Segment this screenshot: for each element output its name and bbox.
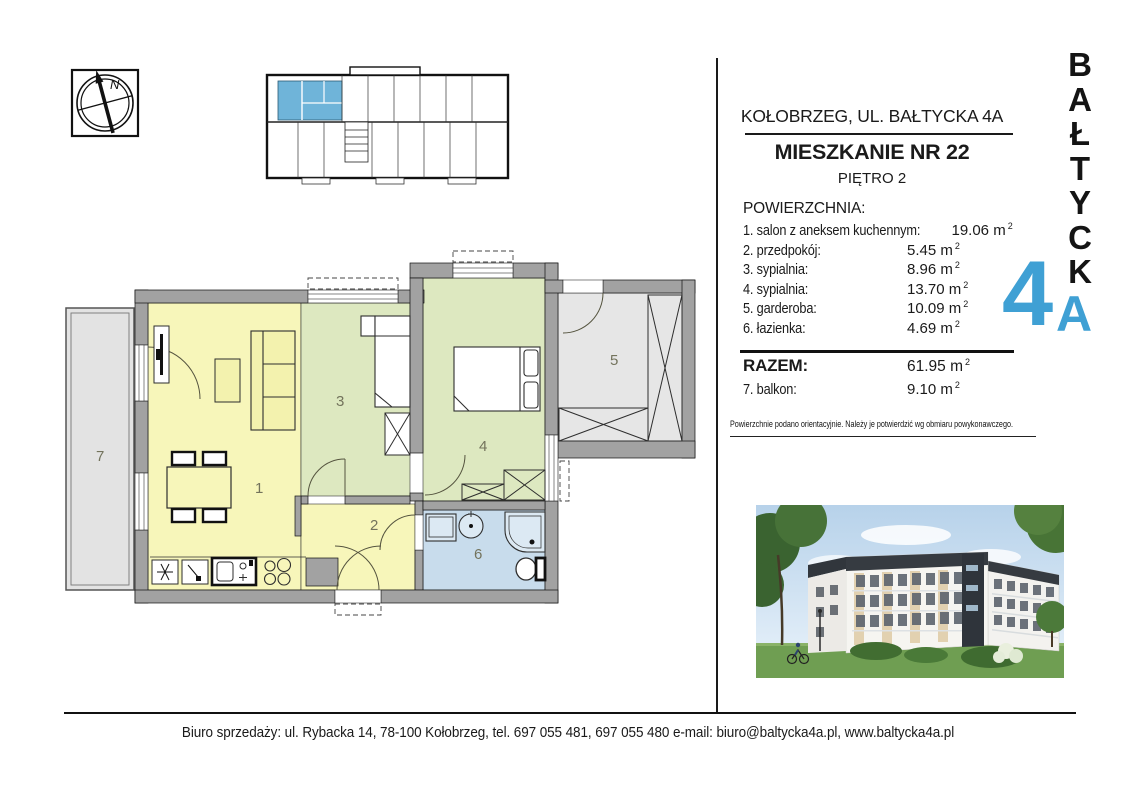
room-label-3: 3	[336, 393, 345, 410]
room-label-7: 7	[96, 448, 105, 465]
balcony-row	[743, 380, 1035, 398]
header-rule	[745, 133, 1013, 135]
area-unit-sup: 2	[954, 260, 960, 271]
sofa	[251, 331, 295, 430]
footer-rule	[64, 712, 1076, 714]
area-row-label: 3. sypialnia:	[743, 261, 809, 279]
logo-letter: B	[1068, 46, 1092, 83]
area-value-number: 8.96	[907, 261, 937, 279]
area-row-label: 1. salon z aneksem kuchennym:	[743, 222, 921, 239]
bed-room4	[454, 347, 540, 411]
footer-text: Biuro sprzedaży: ul. Rybacka 14, 78-100 Kołobrzeg, tel. 697 055 481, 697 055 480 e-mail: biuro@baltycka4a.pl, www.baltycka4a.pl	[181, 724, 955, 741]
apartment-title: MIESZKANIE NR 22	[774, 140, 970, 164]
kitchen-sink	[212, 558, 256, 585]
area-value-number: 10.09	[907, 300, 945, 318]
total-value	[907, 357, 970, 376]
total-row	[743, 356, 1035, 376]
room-label-4: 4	[479, 438, 488, 455]
logo-bałtycka	[1056, 48, 1104, 290]
area-unit: m	[940, 241, 953, 259]
area-unit-sup: 2	[963, 299, 969, 310]
total-rule	[740, 350, 1014, 353]
logo-digit-4: 4	[1002, 243, 1054, 345]
area-value-number: 13.70	[907, 280, 945, 298]
area-unit: m	[948, 280, 962, 298]
building-floor-overview	[262, 58, 514, 190]
area-unit-sup: 2	[954, 380, 960, 390]
area-row	[743, 299, 1035, 319]
area-row-label: 5. garderoba:	[743, 300, 817, 318]
area-unit: m	[940, 319, 953, 337]
logo-letter-a: A	[1056, 286, 1093, 342]
room-label-2: 2	[370, 517, 379, 534]
tv-cabinet	[154, 326, 169, 383]
vertical-divider	[716, 58, 718, 713]
area-row-label: 6. łazienka:	[743, 319, 806, 337]
room-label-1: 1	[255, 480, 264, 497]
area-row	[743, 260, 1035, 280]
footer	[0, 724, 1136, 741]
area-unit-sup: 2	[954, 318, 960, 329]
area-row-value	[907, 260, 960, 278]
area-value-number: 4.69	[907, 319, 937, 337]
area-unit: m	[993, 222, 1006, 239]
disclaimer-note: Powierzchnie podano orientacyjnie. Należy je potwierdzić wg obmiaru powykonawczego.	[730, 419, 1013, 429]
floor-subtitle: PIĘTRO 2	[837, 170, 907, 187]
area-row	[743, 280, 1035, 300]
area-row-label: 2. przedpokój:	[743, 241, 821, 259]
balcony-value-number: 9.10	[907, 381, 937, 398]
area-unit-sup: 2	[954, 240, 960, 251]
area-list	[743, 221, 1035, 339]
total-value-number: 61.95	[907, 358, 946, 375]
room-label-5: 5	[610, 352, 619, 369]
stair-core	[345, 122, 368, 162]
area-unit: m	[940, 261, 953, 279]
logo-letter: A	[1068, 80, 1092, 118]
area-unit: m	[948, 300, 962, 318]
vanity-sink	[426, 514, 456, 541]
balcony-value	[907, 380, 960, 398]
area-unit-sup: 2	[1007, 221, 1013, 231]
area-value-number: 19.06	[951, 222, 990, 239]
total-label: RAZEM:	[743, 356, 808, 375]
area-row-value	[907, 280, 968, 298]
area-row-value	[907, 241, 960, 259]
area-row	[743, 319, 1035, 339]
area-row-value	[907, 319, 960, 337]
dishwasher-icon	[182, 560, 208, 584]
room-label-6: 6	[474, 546, 483, 563]
apartment-floor-plan	[58, 243, 710, 628]
coffee-table	[215, 359, 240, 402]
area-row	[743, 241, 1035, 261]
toilet	[516, 558, 545, 580]
logo-letter: C	[1068, 218, 1092, 256]
area-unit-sup: 2	[963, 279, 969, 290]
area-unit: m	[940, 381, 953, 398]
location-title: KOŁOBRZEG, UL. BAŁTYCKA 4A	[740, 106, 1004, 126]
balcony-label: 7. balkon:	[743, 381, 797, 398]
logo-letter: Ł	[1069, 115, 1091, 152]
logo-letter: K	[1068, 253, 1092, 290]
area-unit-sup: 2	[965, 356, 971, 367]
area-row	[743, 221, 1035, 241]
logo-letter: T	[1069, 149, 1091, 187]
areas-heading: POWIERZCHNIA:	[743, 200, 866, 217]
area-row-label: 4. sypialnia:	[743, 280, 809, 298]
compass-icon	[66, 62, 150, 146]
building-photo	[756, 505, 1064, 678]
note-rule	[730, 436, 1036, 437]
compass-north-label: N	[110, 77, 120, 92]
wardrobe-room3	[385, 413, 410, 455]
area-value-number: 5.45	[907, 241, 937, 259]
area-row-value	[907, 299, 968, 317]
area-row-value	[951, 221, 1012, 239]
highlighted-apartment	[278, 81, 342, 120]
area-unit: m	[950, 358, 964, 375]
logo-letter: Y	[1068, 184, 1091, 221]
